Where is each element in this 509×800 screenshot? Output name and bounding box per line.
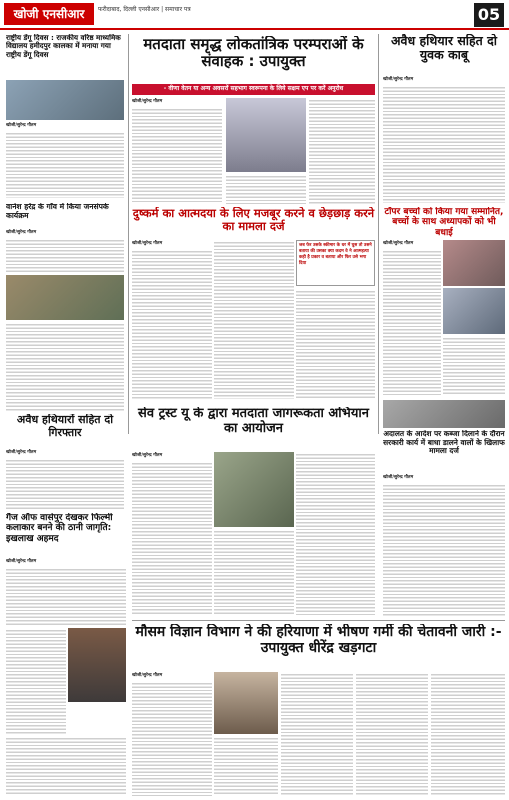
column-rule [378, 34, 379, 434]
awareness-photo [214, 452, 294, 527]
article-body [383, 85, 505, 203]
cinema-headline: गैंज ऑफ वासेपुर देखकर फिल्मी कलाकार बनने की ठानी जागृति: इखलाख अहमद [6, 513, 113, 544]
byline: खोजी/सुरेन्द्र गौतम [132, 99, 163, 104]
article-body [296, 289, 375, 399]
page-number: 05 [474, 3, 504, 27]
article-body [132, 681, 212, 796]
article-body [443, 336, 505, 396]
dateline: फरीदाबाद, दिल्ली एनसीआर | समाचार पत्र [98, 6, 191, 13]
court-photo [383, 400, 505, 428]
article-body [383, 249, 441, 395]
actor-photo [68, 628, 126, 702]
byline: खोजी/सुरेन्द्र गौतम [383, 241, 414, 246]
column-rule [128, 34, 129, 434]
article-body [214, 240, 294, 399]
byline: खोजी/सुरेन्द्र गौतम [132, 241, 163, 246]
byline: खोजी/सुरेन्द्र गौतम [6, 450, 37, 455]
official-portrait [226, 98, 306, 172]
students-photo [443, 288, 505, 334]
article-body [132, 107, 222, 203]
left-mid-headline: वानेश हरेंद्र के गाँव में किया जनसंपर्क कार्यक्रम [6, 203, 109, 220]
article-body [296, 452, 375, 616]
arrest-headline: अवैध हथियारों सहित दो गिरफ्तार [16, 414, 114, 439]
byline: खोजी/सुरेन्द्र गौतम [6, 559, 37, 564]
byline: खोजी/सुरेन्द्र गौतम [132, 453, 163, 458]
left-top-headline: राष्ट्रीय डेंगू दिवस : राजकीय वरिष्ठ माध्यमिक विद्यालय हमीदपुर कालका में मनाया गया राष्ट्रीय डेंगू दिवस [6, 34, 121, 59]
article-body [309, 98, 375, 204]
center-top-headline: मतदाता समृद्ध लोकतांत्रिक परम्पराओं के संवाहक : उपायुक्त [143, 36, 364, 71]
center-mid-headline: दुष्कर्म का आत्मदया के लिए मजबूर करने व छेड़छाड़ करने का मामला दर्ज [132, 207, 375, 234]
section-rule [132, 620, 505, 621]
byline: खोजी/सुरेन्द्र गौतम [132, 673, 163, 678]
right-mid-headline: टॉपर बच्चों को किया गया सम्मानित, बच्चों के साथ अध्यापकों को भी बधाई [384, 207, 504, 237]
byline: खोजी/सुरेन्द्र गौतम [6, 230, 37, 235]
byline: खोजी/सुरेन्द्र गौतम [6, 123, 37, 128]
article-body [431, 672, 505, 796]
subhead-strip: - वीणा वेतन या अन्य अवसरों सहभाग स्वरूपना के लिये सक्षम एप पर करें अनुरोध [132, 84, 375, 95]
right-top-headline: अवैध हथियार सहित दो युवक काबू [390, 34, 498, 63]
seva-trust-headline: सेव ट्रस्ट यू के द्वारा मतदाता जागरूकता अभियान का आयोजन [138, 407, 369, 436]
village-photo [6, 275, 124, 320]
event-photo [6, 80, 124, 120]
article-body [132, 249, 212, 399]
article-body [6, 238, 124, 272]
newspaper-logo: खोजी एनसीआर [4, 3, 94, 25]
article-body [6, 458, 124, 510]
article-body [383, 483, 505, 616]
article-body [214, 529, 294, 616]
article-body [6, 567, 126, 625]
article-body [226, 174, 306, 204]
article-body [214, 736, 278, 796]
bottom-headline: मौसम विज्ञान विभाग ने की हरियाणा में भीषण गर्मी की चेतावनी जारी :- उपायुक्त धीरेंद्र खड़गटा [135, 624, 502, 657]
byline: खोजी/सुरेन्द्र गौतम [383, 77, 414, 82]
court-headline: अदालत के आदेश पर कब्जा दिलाने के दौरान सरकारी कार्य में बाधा डालने वालों के खिलाफ मामला दर्ज [383, 430, 505, 456]
article-body [132, 461, 212, 616]
students-photo [443, 240, 505, 286]
article-body [356, 672, 428, 796]
article-body [6, 736, 126, 796]
byline: खोजी/सुरेन्द्र गौतम [383, 475, 414, 480]
article-body [6, 322, 124, 412]
interview-qa [6, 628, 66, 734]
article-body [281, 672, 353, 796]
article-body [6, 131, 124, 198]
pull-quote: जब फेर उसके स्कीमार के धर में घुस तो उसने बताया की उसका क्या कदम वे ने आत्महत्या कही है प्रकार व बताया और फिर उसे भगा दिया [296, 240, 375, 286]
official-portrait [214, 672, 278, 734]
